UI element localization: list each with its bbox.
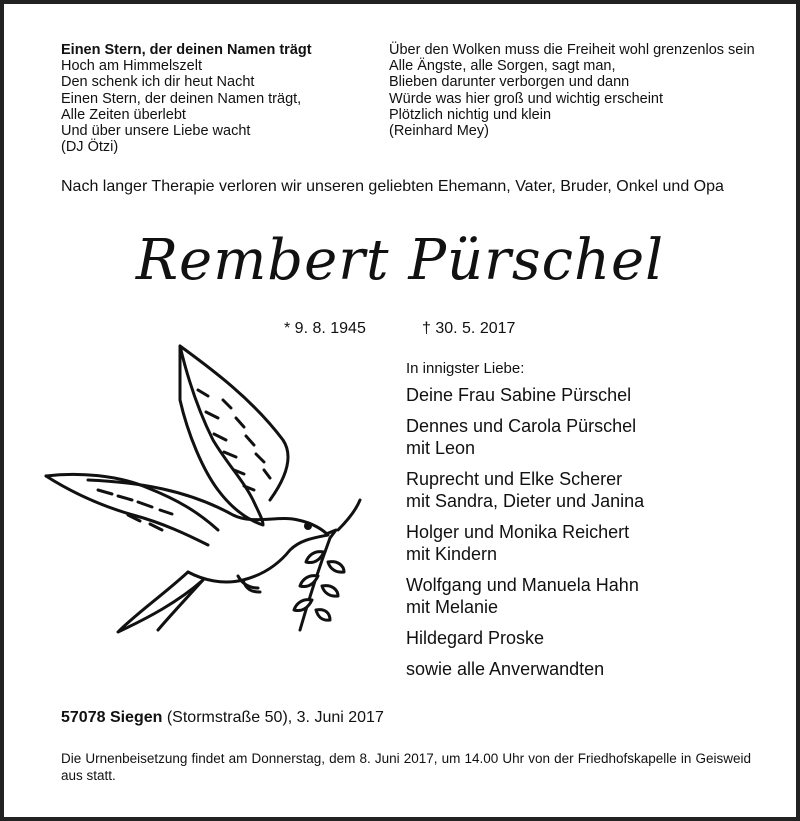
mourner-name: Holger und Monika Reichert: [406, 522, 630, 542]
mourner-entry: [406, 521, 786, 565]
poem-line: Plötzlich nichtig und klein: [389, 106, 552, 123]
mourner-name: Dennes und Carola Pürschel: [406, 416, 637, 436]
mourner-entry: [406, 574, 786, 618]
poem-line: Einen Stern, der deinen Namen trägt,: [61, 90, 302, 107]
poem-author: (DJ Ötzi): [61, 139, 119, 156]
mourner-addition: mit Sandra, Dieter und Janina: [406, 491, 645, 511]
poem-line: Alle Zeiten überlebt: [61, 106, 186, 123]
poem-author: (Reinhard Mey): [389, 123, 489, 140]
poem-line: Alle Ängste, alle Sorgen, sagt man,: [389, 58, 616, 75]
poem-line: Würde was hier groß und wichtig erscheint: [389, 90, 664, 107]
mourner-addition: mit Leon: [406, 438, 476, 458]
death-date: † 30. 5. 2017: [422, 320, 516, 337]
mourner-addition: mit Melanie: [406, 597, 499, 617]
place-and-date: [61, 709, 384, 727]
poem-line: Über den Wolken muss die Freiheit wohl grenzenlos sein: [389, 42, 755, 58]
funeral-note: Die Urnenbeisetzung findet am Donnerstag, dem 8. Juni 2017, um 14.00 Uhr von der Friedhofskapelle in Geisweid aus statt.: [61, 751, 751, 783]
poem-line: Und über unsere Liebe wacht: [61, 123, 251, 140]
mourner-entry: [406, 468, 786, 512]
place-address-date: (Stormstraße 50), 3. Juni 2017: [162, 709, 384, 726]
poem-line: Hoch am Himmelszelt: [61, 58, 202, 75]
mourner-entry: [406, 415, 786, 459]
mourner-entry: [406, 627, 786, 649]
mourner-name: Ruprecht und Elke Scherer: [406, 469, 623, 489]
mourners-list: [406, 360, 786, 689]
place-city: 57078 Siegen: [61, 709, 163, 726]
mourner-entry: [406, 384, 786, 406]
poem-line: Den schenk ich dir heut Nacht: [61, 74, 255, 91]
poem-line: Blieben darunter verborgen und dann: [389, 74, 630, 91]
mourner-addition: mit Kindern: [406, 544, 498, 564]
poem-line: Einen Stern, der deinen Namen trägt: [61, 42, 312, 58]
deceased-name: Rembert Pürschel: [135, 228, 665, 293]
mourner-entry: [406, 658, 786, 680]
poem-reinhard-mey: [389, 42, 789, 139]
poem-dj-oetzi: [61, 42, 381, 155]
mourners-heading: In innigster Liebe:: [406, 360, 525, 377]
intro-text: Nach langer Therapie verloren wir unseren geliebten Ehemann, Vater, Bruder, Onkel und Opa: [61, 178, 724, 195]
dove-with-olive-branch-icon: [38, 340, 368, 640]
mourner-name: Deine Frau Sabine Pürschel: [406, 385, 632, 405]
mourner-name: Hildegard Proske: [406, 628, 545, 648]
birth-date: * 9. 8. 1945: [284, 320, 366, 337]
mourner-name: Wolfgang und Manuela Hahn: [406, 575, 639, 595]
mourner-closing: sowie alle Anverwandten: [406, 659, 605, 679]
